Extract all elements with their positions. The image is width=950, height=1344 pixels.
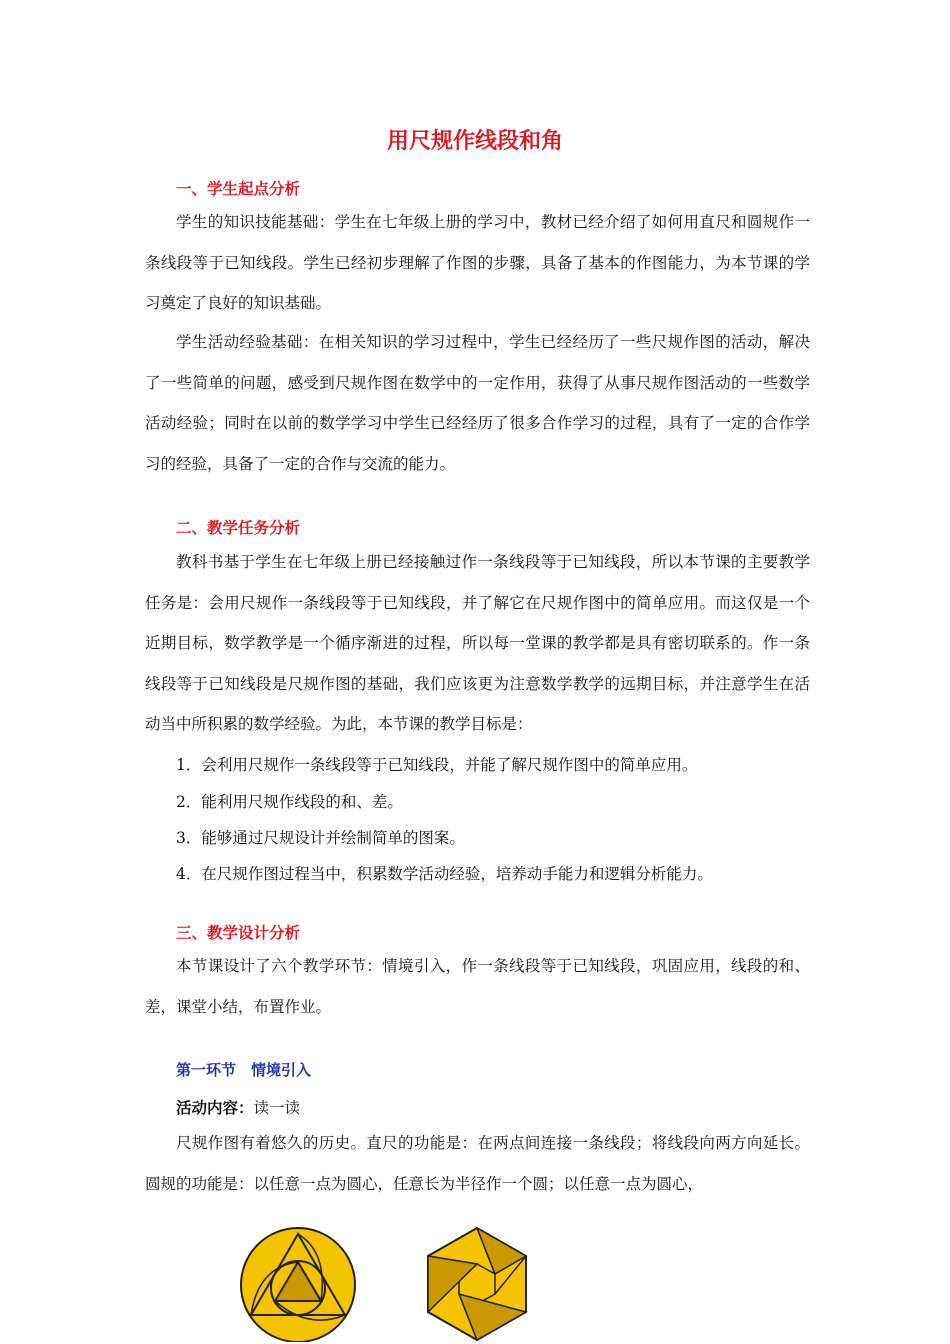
circle-triangle-figure bbox=[238, 1222, 358, 1342]
section-heading-3: 三、教学设计分析 bbox=[176, 924, 301, 942]
hexagon-pinwheel-figure bbox=[418, 1222, 536, 1342]
goal-item-1: 1．会利用尺规作一条线段等于已知线段，并能了解尺规作图中的简单应用。 bbox=[176, 756, 698, 774]
goal-item-3: 3．能够通过尺规设计并绘制简单的图案。 bbox=[176, 829, 465, 847]
goal-item-4: 4．在尺规作图过程当中，积累数学活动经验，培养动手能力和逻辑分析能力。 bbox=[176, 865, 713, 883]
activity-value: 读一读 bbox=[253, 1099, 301, 1117]
activity-line bbox=[176, 1096, 300, 1118]
part-heading-1: 第一环节 情境引入 bbox=[176, 1061, 312, 1079]
part1-paragraph-1: 尺规作图有着悠久的历史。直尺的功能是：在两点间连接一条线段；将线段向两方向延长。圆规的功能是：以任意一点为圆心，任意长为半径作一个圆；以任意一点为圆心， bbox=[145, 1134, 810, 1193]
section2-paragraph-1: 教科书基于学生在七年级上册已经接触过作一条线段等于已知线段，所以本节课的主要教学任务是：会用尺规作一条线段等于已知线段，并了解它在尺规作图中的简单应用。而这仅是一个近期目标，数学教学是一个循序渐进的过程，所以每一堂课的教学都是具有密切联系的。作一条线段等于已知线段是尺规作图的基础，我们应该更为注意数学教学的远期目标，并注意学生在活动当中所积累的数学经验。为此，本节课的教学目标是： bbox=[145, 553, 810, 733]
section1-paragraph-2: 学生活动经验基础：在相关知识的学习过程中，学生已经经历了一些尺规作图的活动，解决了一些简单的问题，感受到尺规作图在数学中的一定作用，获得了从事尺规作图活动的一些数学活动经验；同时在以前的数学学习中学生已经经历了很多合作学习的过程，具有了一定的合作学习的经验，具备了一定的合作与交流的能力。 bbox=[145, 333, 810, 473]
activity-label: 活动内容： bbox=[176, 1099, 254, 1117]
section3-paragraph-1: 本节课设计了六个教学环节：情境引入，作一条线段等于已知线段，巩固应用，线段的和、差，课堂小结，布置作业。 bbox=[145, 957, 810, 1016]
document-title: 用尺规作线段和角 bbox=[386, 129, 563, 154]
goal-item-2: 2．能利用尺规作线段的和、差。 bbox=[176, 793, 403, 811]
section1-paragraph-1: 学生的知识技能基础：学生在七年级上册的学习中，教材已经介绍了如何用直尺和圆规作一条线段等于已知线段。学生已经初步理解了作图的步骤，具备了基本的作图能力，为本节课的学习奠定了良好的知识基础。 bbox=[145, 213, 810, 312]
section-heading-1: 一、学生起点分析 bbox=[176, 180, 301, 198]
section-heading-2: 二、教学任务分析 bbox=[176, 519, 301, 537]
